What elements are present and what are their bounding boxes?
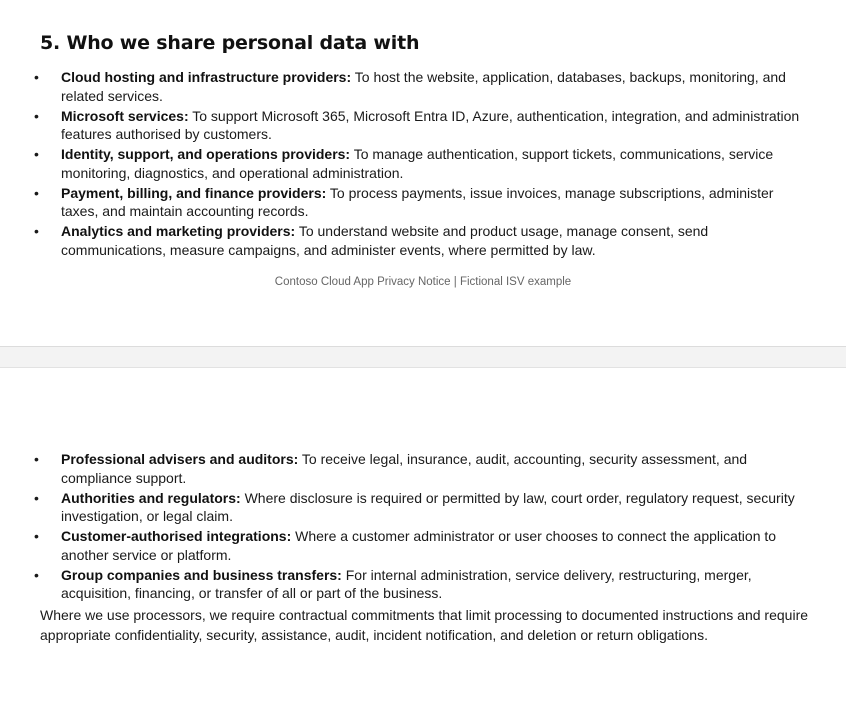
bullet-icon: •	[34, 107, 39, 124]
list-item-text: To host the website, application, databases, backups, monitoring, and related services.	[61, 69, 786, 104]
list-item-text: For internal administration, service delivery, restructuring, merger, acquisition, financing, or transfer of all or part of the business.	[61, 566, 752, 601]
bullet-icon: •	[34, 184, 39, 201]
list-item	[0, 566, 846, 603]
list-item-text: To understand website and product usage, manage consent, send communications, measure campaigns, and administer events, where permitted by law.	[61, 223, 709, 258]
bullet-icon: •	[34, 223, 39, 239]
list-item	[0, 107, 846, 144]
bullet-icon: •	[34, 451, 39, 467]
list-item-text: Where disclosure is required or permitted by law, court order, regulatory request, security investigation, or legal claim.	[61, 489, 795, 524]
list-item	[0, 527, 846, 564]
list-item-text: Where a customer administrator or user chooses to connect the application to another service or platform.	[61, 528, 777, 563]
page-footer: Contoso Cloud App Privacy Notice | Fictional ISV example	[274, 276, 572, 288]
list-item-text: To manage authentication, support tickets, communications, service monitoring, diagnostics, and operational administration.	[61, 146, 774, 181]
bullet-icon: •	[34, 528, 39, 544]
list-item	[0, 145, 846, 182]
shared-with-list-part-1	[0, 68, 846, 261]
list-item-term: Cloud hosting and infrastructure providers:	[61, 69, 352, 85]
list-item	[0, 450, 846, 487]
bullet-icon: •	[34, 566, 39, 583]
list-item-term: Authorities and regulators:	[61, 489, 241, 506]
bullet-icon: •	[34, 69, 39, 85]
list-item-term: Payment, billing, and finance providers:	[61, 184, 327, 201]
list-item-text: To receive legal, insurance, audit, accounting, security assessment, and compliance support.	[61, 451, 748, 486]
shared-with-list-part-2	[0, 450, 846, 604]
list-item	[0, 184, 846, 221]
bullet-icon: •	[34, 146, 39, 162]
list-item-text: To support Microsoft 365, Microsoft Entra ID, Azure, authentication, integration, and administration features authorised by customers.	[61, 107, 800, 142]
list-item	[0, 68, 846, 105]
list-item-term: Microsoft services:	[61, 107, 189, 124]
list-item-term: Identity, support, and operations providers:	[61, 146, 351, 162]
list-item-term: Customer-authorised integrations:	[61, 528, 292, 544]
document-page-1	[0, 0, 846, 346]
list-item	[0, 222, 846, 259]
processor-commitments-paragraph: Where we use processors, we require contractual commitments that limit processing to documented instructions and require appropriate confidentiality, security, assistance, audit, incident notification, and deletion or return obligations.	[40, 607, 809, 643]
page-separator	[0, 346, 846, 368]
list-item-text: To process payments, issue invoices, manage subscriptions, administer taxes, and maintain accounting records.	[61, 184, 774, 219]
section-heading: 5. Who we share personal data with	[40, 32, 420, 54]
list-item-term: Professional advisers and auditors:	[61, 451, 299, 467]
bullet-icon: •	[34, 489, 39, 506]
list-item-term: Analytics and marketing providers:	[61, 223, 296, 239]
list-item-term: Group companies and business transfers:	[61, 566, 342, 583]
list-item	[0, 489, 846, 526]
document-page-2	[0, 368, 846, 714]
